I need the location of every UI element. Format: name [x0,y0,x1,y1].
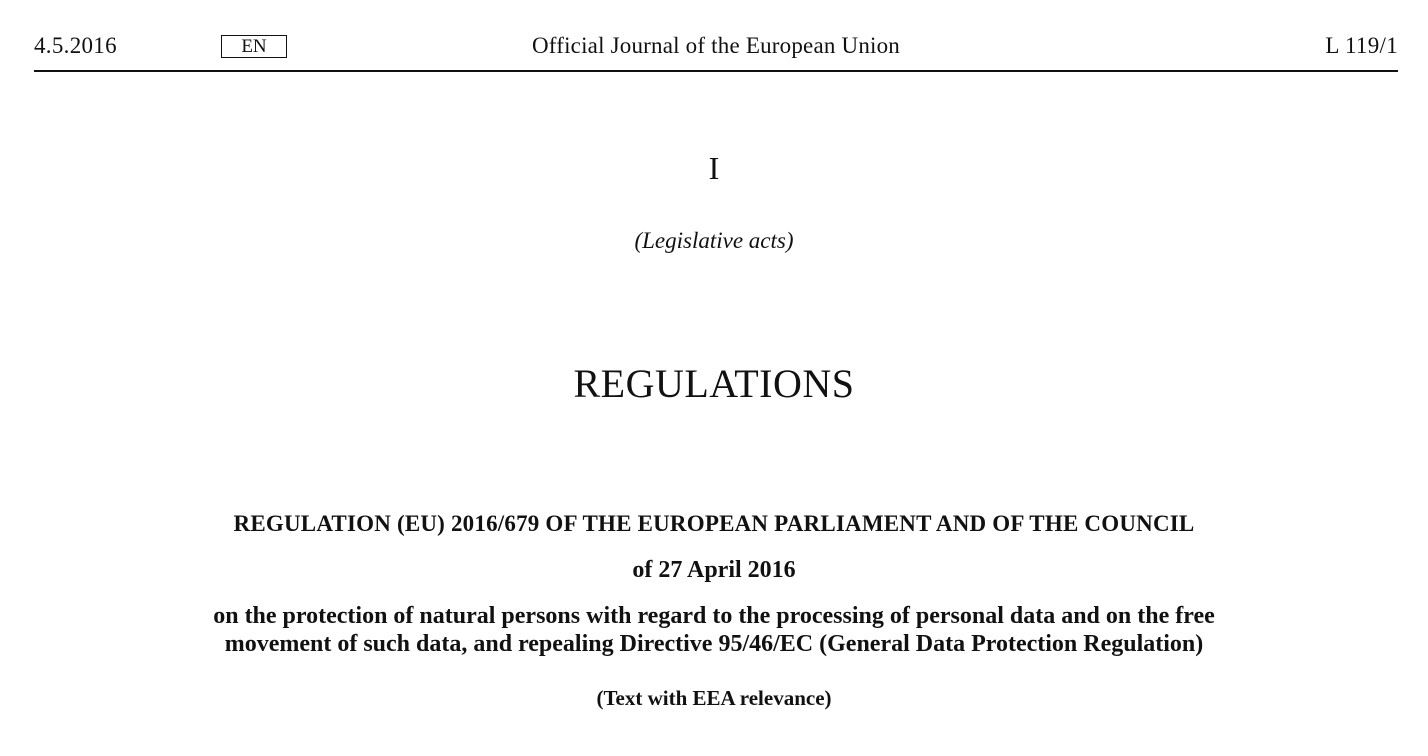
regulation-subject [0,602,1428,658]
section-title: REGULATIONS [573,361,855,406]
regulation-title: REGULATION (EU) 2016/679 OF THE EUROPEAN PARLIAMENT AND OF THE COUNCIL [233,511,1195,536]
regulation-subject-line-2: movement of such data, and repealing Directive 95/46/EC (General Data Protection Regulation) [224,631,1204,657]
journal-header [34,30,1398,72]
regulation-subject-line-1: on the protection of natural persons with regard to the processing of personal data and on the free [213,603,1215,629]
regulation-date: of 27 April 2016 [632,557,796,583]
journal-title: Official Journal of the European Union [531,33,901,58]
part-number: I [708,150,720,186]
page-reference: L 119/1 [1325,33,1398,58]
part-label: (Legislative acts) [634,228,794,253]
language-badge: EN [221,35,287,58]
publication-date: 4.5.2016 [34,33,117,58]
eea-relevance-note: (Text with EEA relevance) [596,686,832,710]
